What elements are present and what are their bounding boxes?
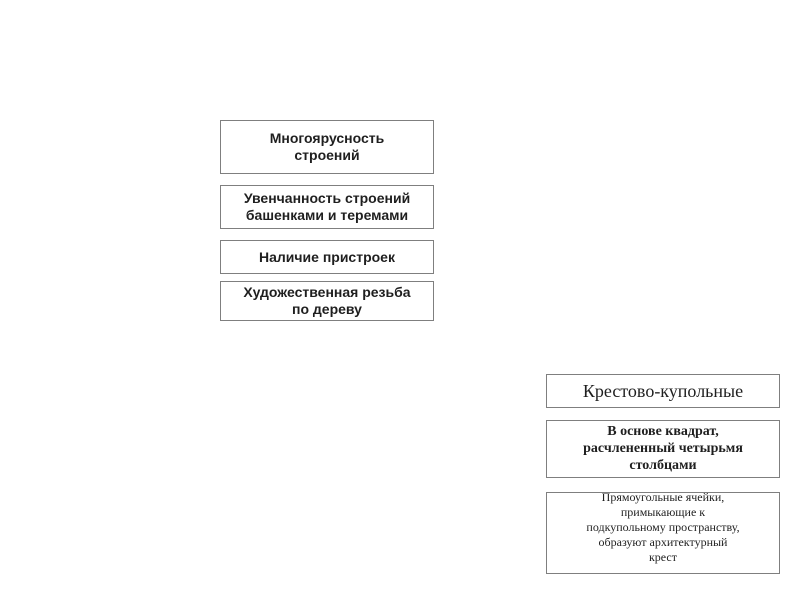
feature-box-rectangular-cells — [546, 492, 780, 574]
feature-box-crowned: Увенчанность строений башенками и теремами — [220, 185, 434, 229]
feature-box-multitier: Многоярусность строений — [220, 120, 434, 174]
feature-box-wood-carving: Художественная резьба по дереву — [220, 281, 434, 321]
feature-box-annexes: Наличие пристроек — [220, 240, 434, 274]
feature-box-square-base: В основе квадрат, расчлененный четырьмя столбцами — [546, 420, 780, 478]
feature-box-rectangular-cells-text: Прямоугольные ячейки, примыкающие к подкупольному пространству, образуют архитектурный крест — [586, 492, 740, 564]
cross-domed-heading-box: Крестово-купольные — [546, 374, 780, 408]
